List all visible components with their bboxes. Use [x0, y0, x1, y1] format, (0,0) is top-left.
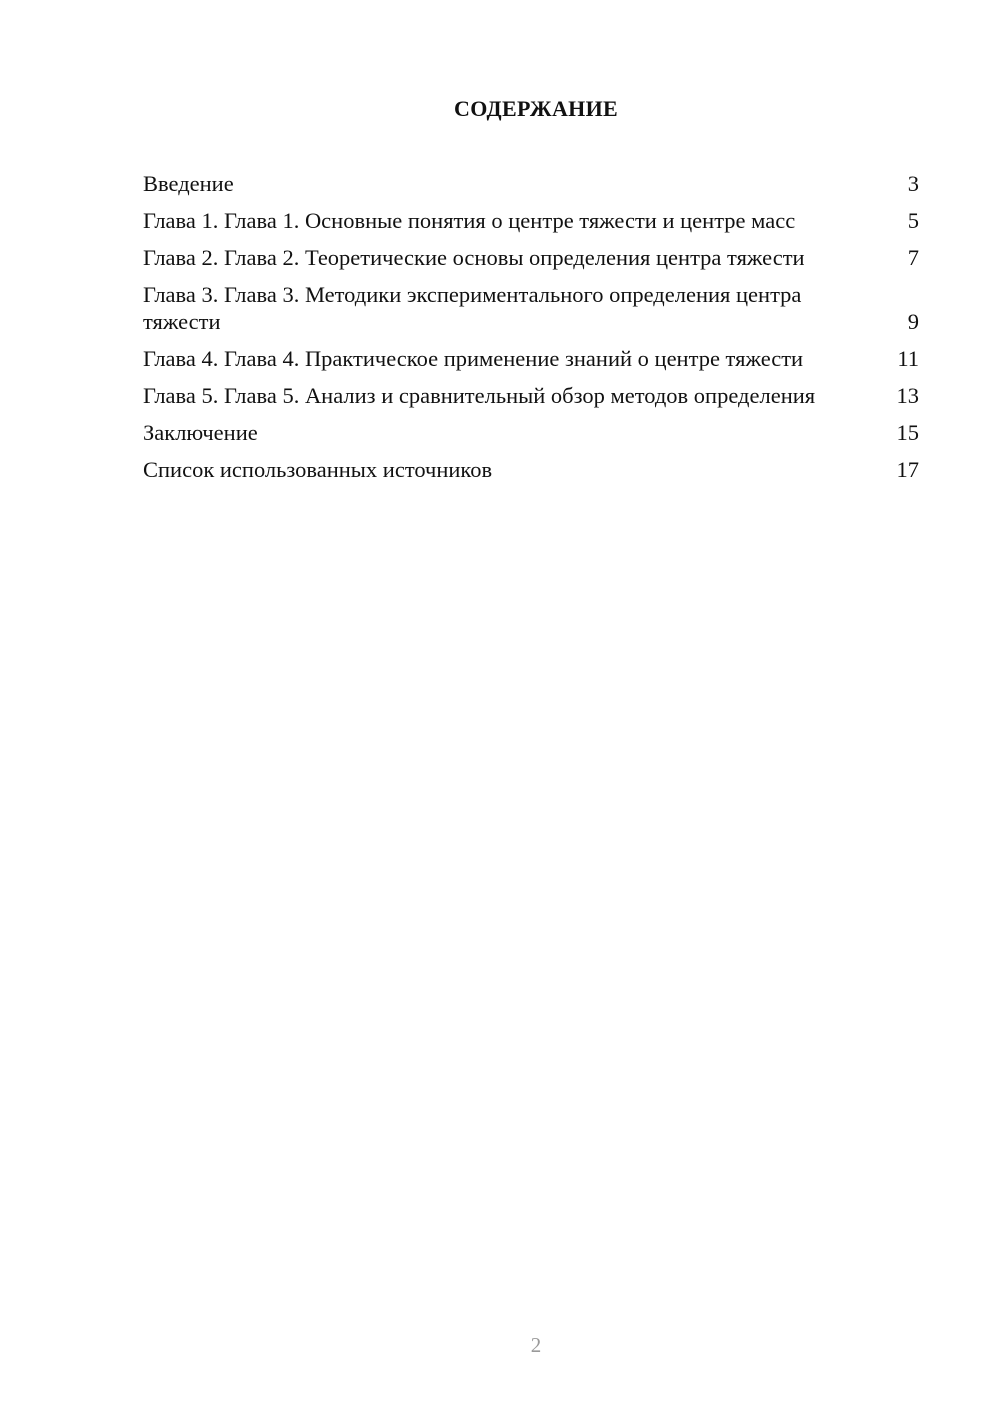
toc-entry-label: Список использованных источников	[143, 457, 493, 482]
toc-entry-page: 3	[907, 171, 919, 196]
toc-entry-label: Глава 4. Глава 4. Практическое применение знаний о центре тяжести	[143, 346, 804, 371]
toc-entry-page: 17	[896, 457, 919, 482]
toc-entry-label: Глава 3. Глава 3. Методики экспериментального определения центра тяжести	[143, 282, 802, 334]
toc-entry-label: Введение	[143, 171, 234, 196]
toc-entry-label: Глава 1. Глава 1. Основные понятия о центре тяжести и центре масс	[143, 208, 796, 233]
toc-entry-conclusion	[143, 419, 919, 446]
toc-entry-chapter-4	[143, 345, 919, 372]
toc-entry-page: 11	[897, 346, 919, 371]
toc-entry-label: Заключение	[143, 420, 258, 445]
toc-entry-references	[143, 456, 919, 483]
toc-entry-page: 15	[896, 420, 919, 445]
toc-entry-page: 13	[896, 383, 919, 408]
toc-entry-page: 7	[907, 245, 919, 270]
toc-entry-page: 9	[907, 309, 919, 334]
table-of-contents	[143, 170, 919, 493]
toc-entry-chapter-3	[143, 281, 919, 335]
toc-entry-page: 5	[907, 208, 919, 233]
toc-entry-chapter-2	[143, 244, 919, 271]
toc-title: СОДЕРЖАНИЕ	[454, 96, 618, 121]
toc-entry-chapter-1	[143, 207, 919, 234]
toc-entry-chapter-5	[143, 382, 919, 409]
toc-entry-label: Глава 2. Глава 2. Теоретические основы определения центра тяжести	[143, 245, 805, 270]
page-number: 2	[530, 1333, 542, 1357]
toc-entry-label: Глава 5. Глава 5. Анализ и сравнительный обзор методов определения	[143, 383, 816, 408]
toc-entry-introduction	[143, 170, 919, 197]
